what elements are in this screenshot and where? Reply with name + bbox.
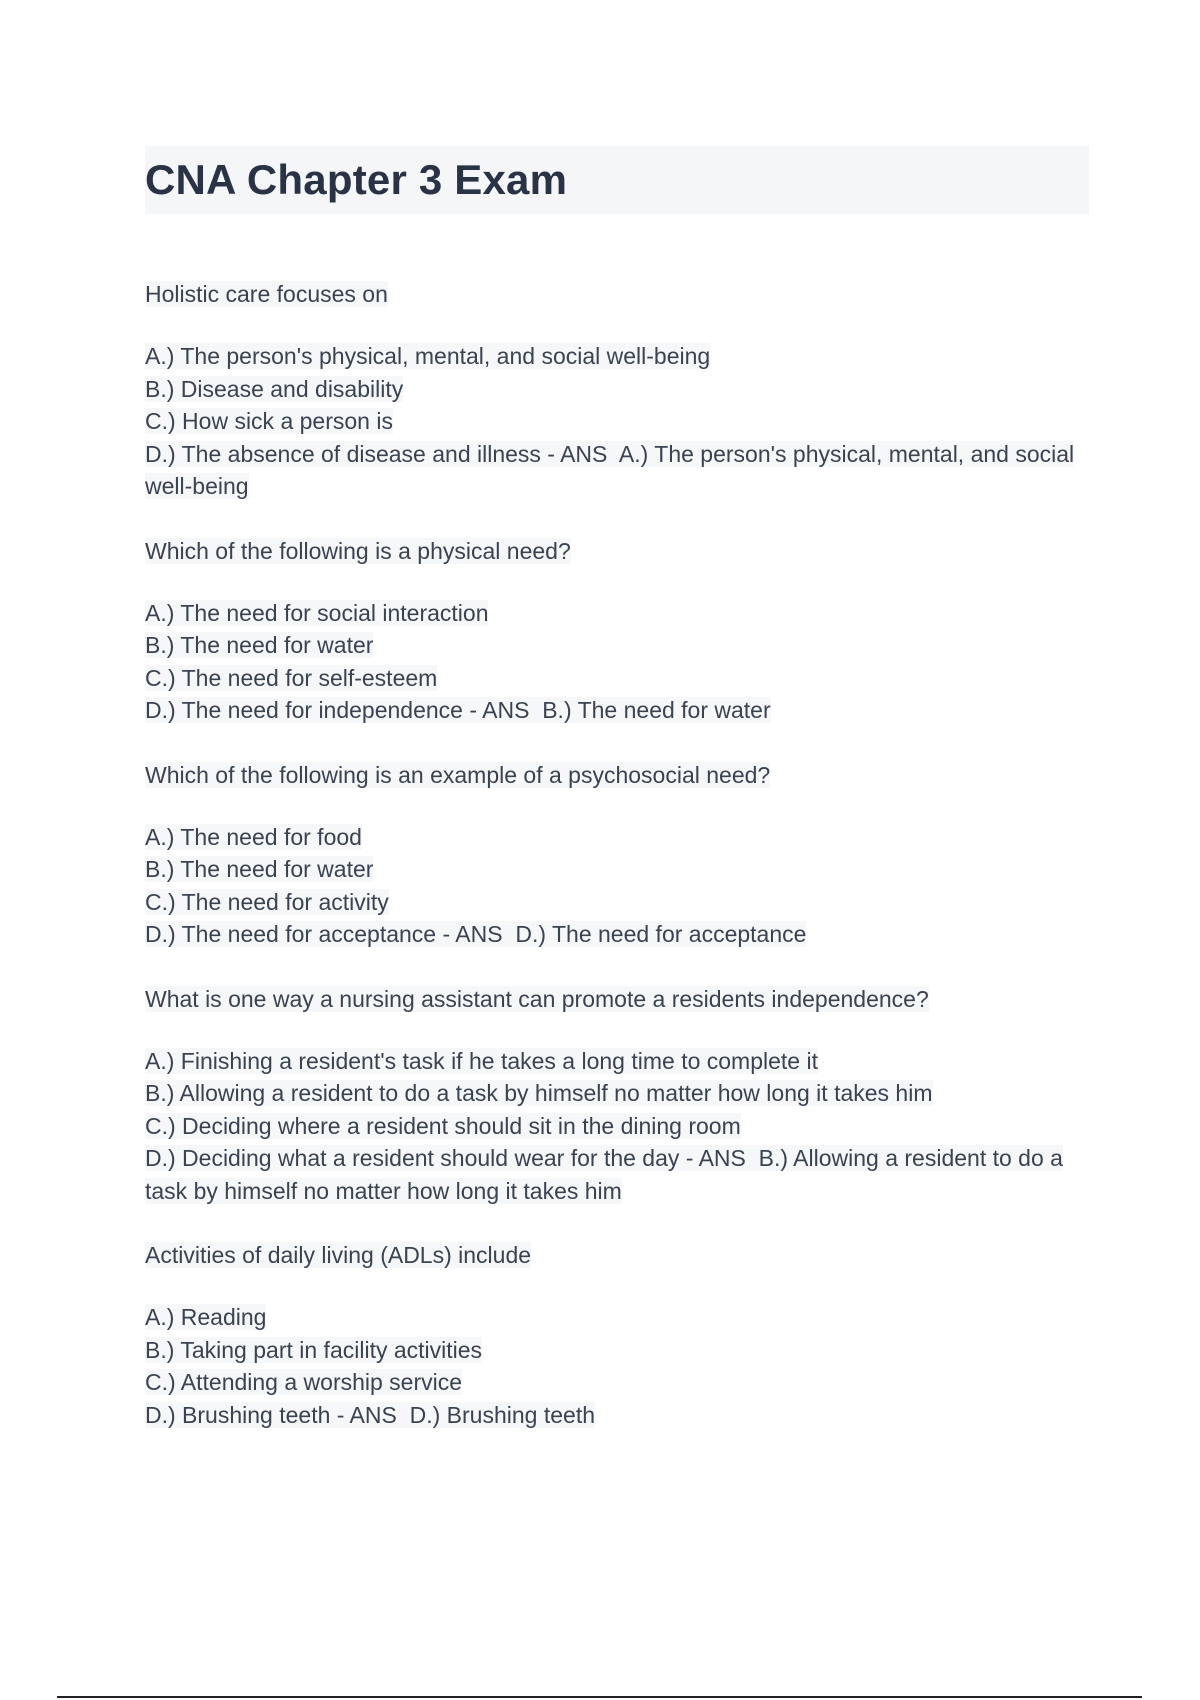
answer-text: B.) Allowing a resident to do a task by himself no matter how long it takes him: [145, 1145, 1063, 1204]
question-text: Which of the following is a physical need?: [145, 537, 571, 564]
title-bar: [145, 146, 1089, 214]
answer-text: A.) The person's physical, mental, and social well-being: [145, 440, 1075, 499]
option-a: A.) Reading: [145, 1304, 267, 1330]
answer-text: D.) Brushing teeth: [409, 1401, 595, 1428]
question-block: [145, 759, 1089, 951]
question-block: [145, 535, 1089, 727]
answer-text: B.) The need for water: [542, 697, 771, 723]
option-c: C.) How sick a person is: [145, 408, 393, 434]
question-text: Holistic care focuses on: [145, 281, 388, 307]
option-b: B.) Allowing a resident to do a task by himself no matter how long it takes him: [145, 1080, 933, 1106]
answer-label: ANS: [560, 440, 608, 467]
option-b: B.) The need for water: [145, 856, 374, 882]
answer-text: D.) The need for acceptance: [515, 921, 807, 947]
option-d-with-answer: D.) Brushing teeth - ANS D.) Brushing teeth: [145, 1401, 595, 1428]
question-text: Which of the following is an example of a psychosocial need?: [145, 761, 771, 788]
answer-label: ANS: [455, 921, 503, 947]
option-b: B.) Taking part in facility activities: [145, 1336, 483, 1363]
option-d-with-answer: D.) The need for independence - ANS B.) The need for water: [145, 697, 771, 723]
answer-label: ANS: [482, 697, 530, 723]
question-text: Activities of daily living (ADLs) include: [145, 1242, 532, 1268]
options-list: [145, 1301, 1089, 1431]
options-list: [145, 597, 1089, 727]
option-a: A.) The person's physical, mental, and social well-being: [145, 343, 711, 369]
options-list: [145, 1045, 1089, 1208]
option-a: A.) Finishing a resident's task if he takes a long time to complete it: [145, 1047, 818, 1074]
option-a: A.) The need for social interaction: [145, 599, 489, 626]
option-d-with-answer: D.) The need for acceptance - ANS D.) The need for acceptance: [145, 921, 807, 947]
option-a: A.) The need for food: [145, 823, 362, 850]
document-page: [145, 146, 1089, 1463]
option-b: B.) The need for water: [145, 632, 374, 658]
option-c: C.) The need for activity: [145, 888, 389, 915]
option-b: B.) Disease and disability: [145, 375, 404, 402]
question-list: [145, 278, 1089, 1431]
question-block: [145, 983, 1089, 1208]
option-c: C.) Attending a worship service: [145, 1369, 463, 1395]
options-list: [145, 340, 1089, 503]
option-c: C.) The need for self-esteem: [145, 664, 438, 691]
question-block: [145, 278, 1089, 503]
page-title: CNA Chapter 3 Exam: [145, 156, 568, 203]
options-list: [145, 821, 1089, 951]
answer-label: ANS: [349, 1401, 397, 1428]
option-c: C.) Deciding where a resident should sit in the dining room: [145, 1112, 741, 1139]
answer-label: ANS: [698, 1145, 746, 1171]
option-d-with-answer: D.) The absence of disease and illness - ANS A.) The person's physical, mental, and social well-being: [145, 440, 1075, 499]
option-d-with-answer: D.) Deciding what a resident should wear for the day - ANS B.) Allowing a resident to do a task by himself no matter how long it takes him: [145, 1145, 1063, 1204]
footer-divider: [57, 1696, 1142, 1698]
question-block: [145, 1239, 1089, 1431]
question-text: What is one way a nursing assistant can promote a residents independence?: [145, 985, 929, 1012]
